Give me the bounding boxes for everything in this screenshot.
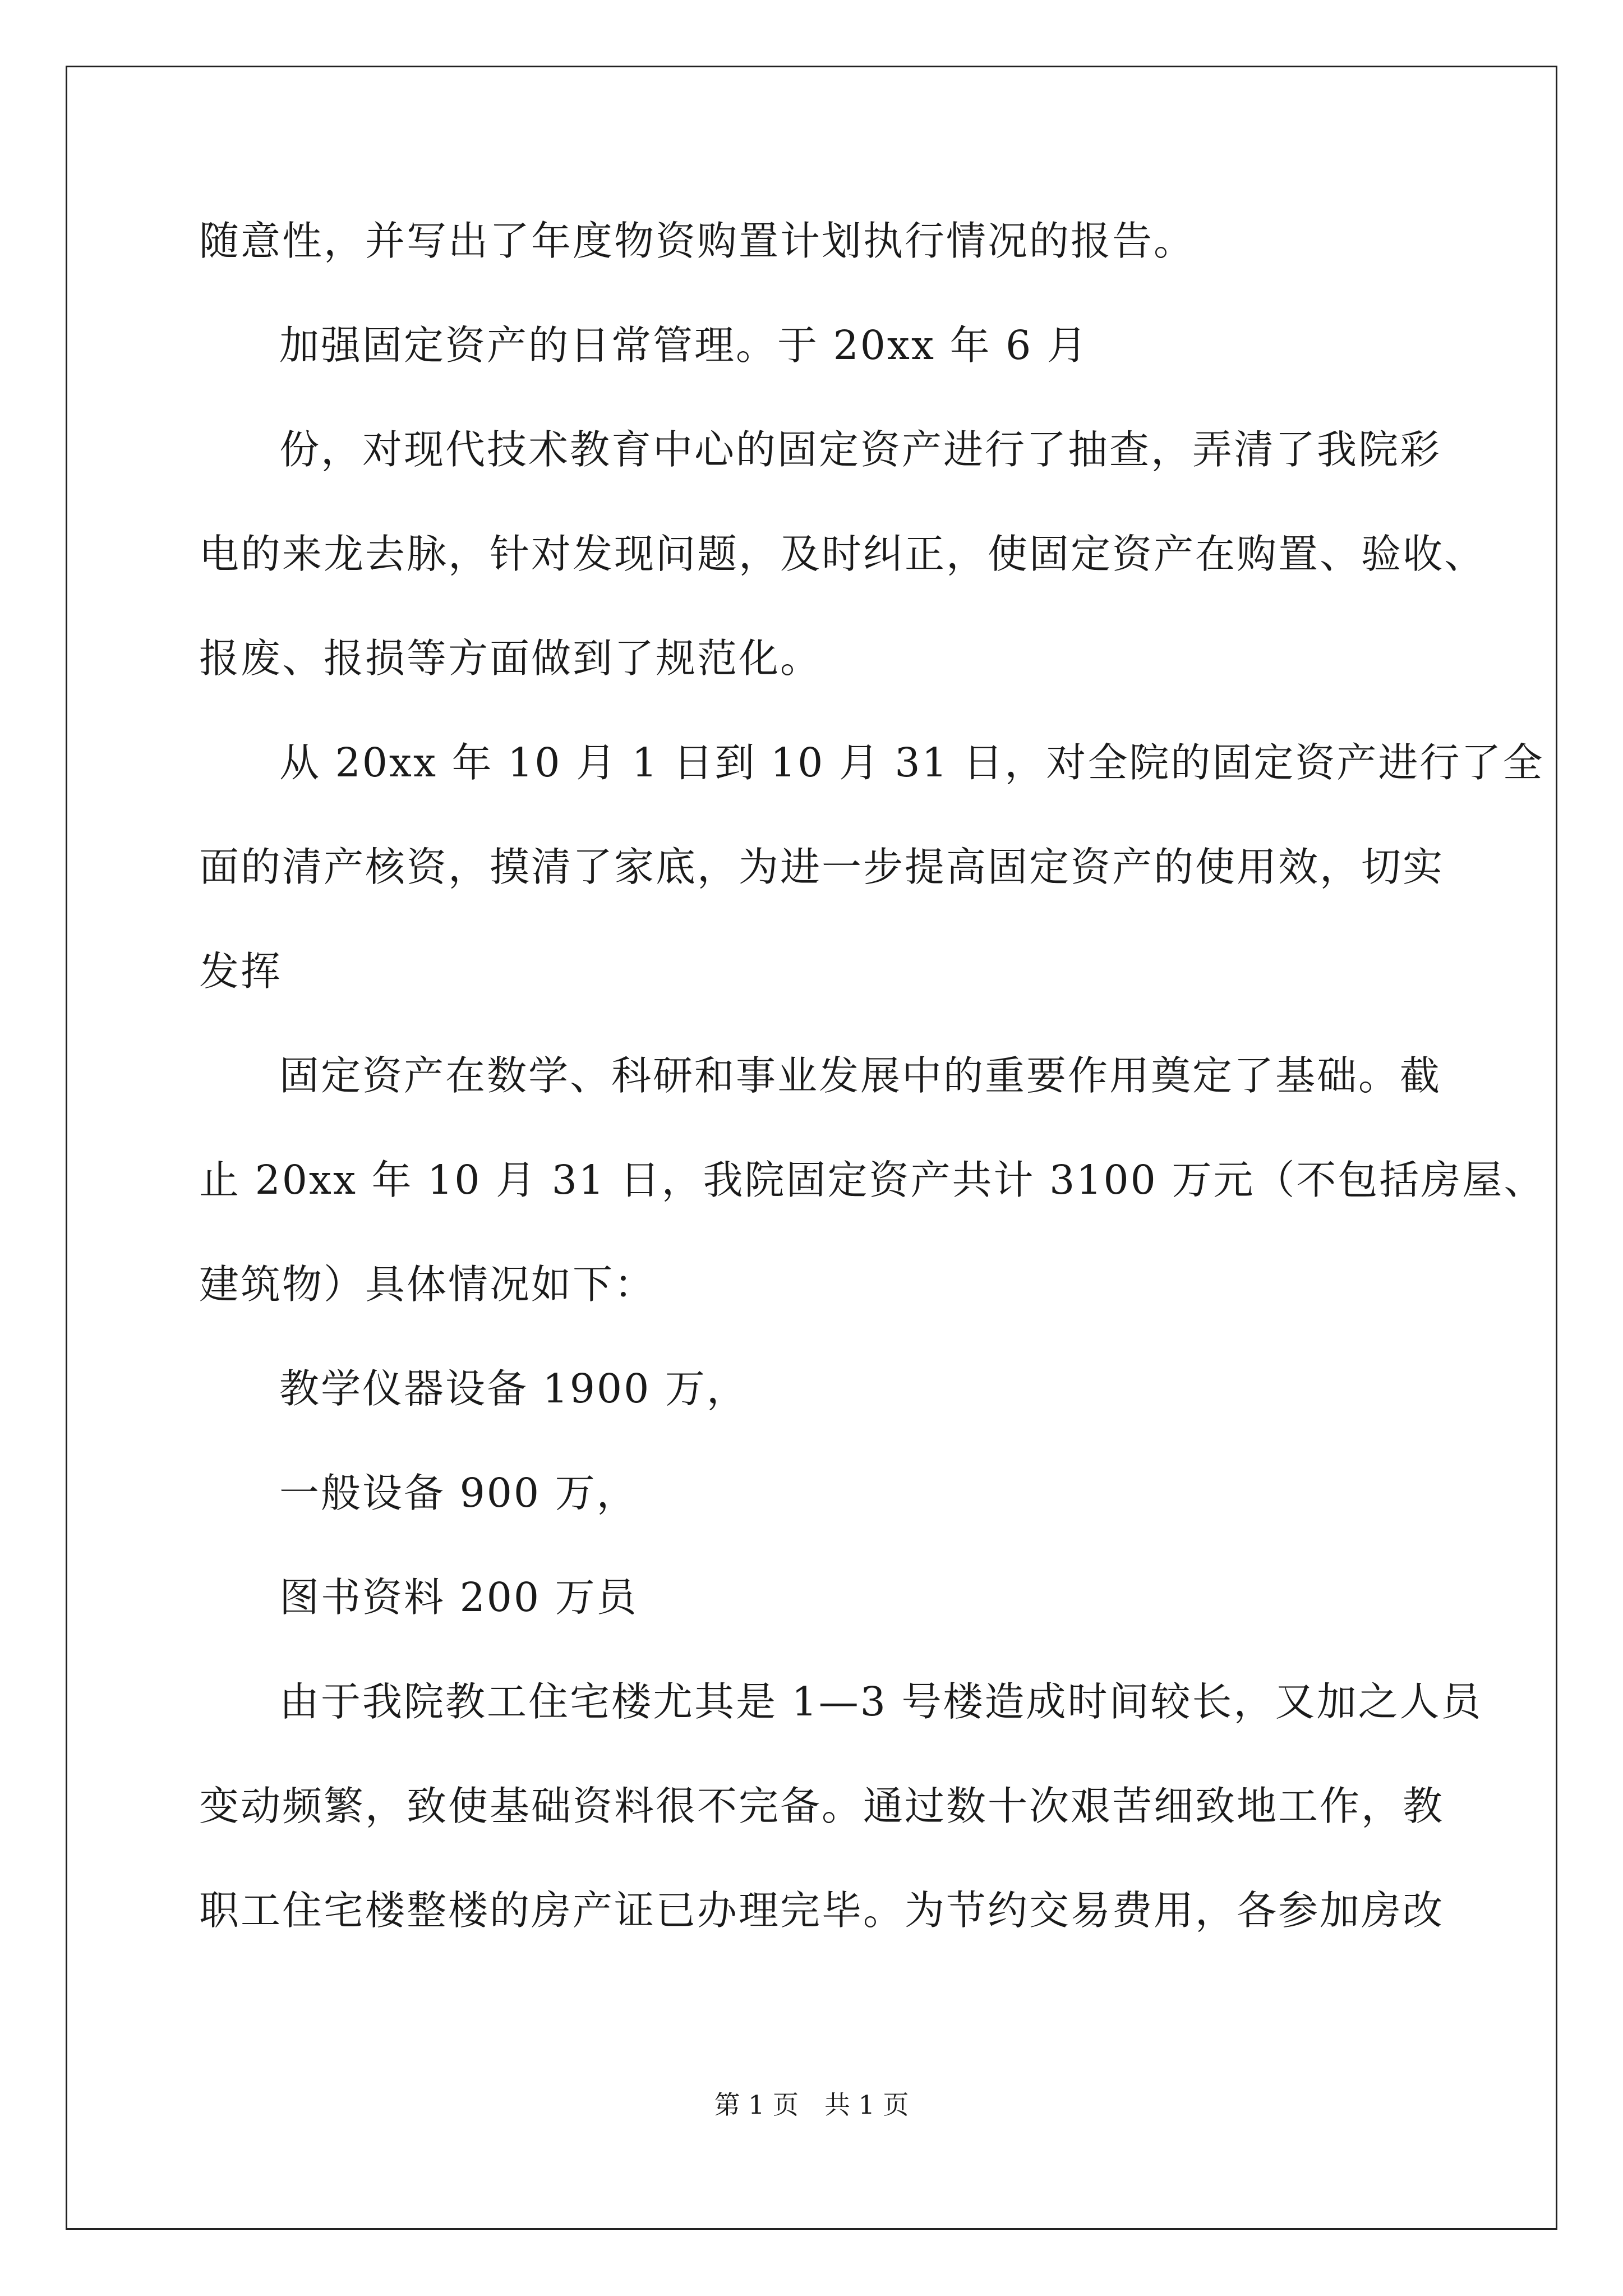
text-line: 发挥 — [199, 948, 283, 995]
text-line: 面的清产核资，摸清了家底，为进一步提高固定资产的使用效，切实 — [199, 844, 1445, 890]
text-line: 报废、报损等方面做到了规范化。 — [199, 635, 822, 682]
text-line: 职工住宅楼整楼的房产证已办理完毕。为节约交易费用，各参加房改 — [199, 1887, 1445, 1934]
text-line: 加强固定资产的日常管理。于 20xx 年 6 月 — [279, 322, 1089, 369]
text-line: 份，对现代技术教育中心的固定资产进行了抽查，弄清了我院彩 — [279, 426, 1442, 473]
text-line: 电的来龙去脉，针对发现问题，及时纠正，使固定资产在购置、验收、 — [199, 531, 1486, 577]
text-line: 变动频繁，致使基础资料很不完备。通过数十次艰苦细致地工作，教 — [199, 1783, 1445, 1829]
text-line: 止 20xx 年 10 月 31 日，我院固定资产共计 3100 万元（不包括房屋、 — [199, 1157, 1546, 1203]
text-line: 固定资产在数学、科研和事业发展中的重要作用奠定了基础。截 — [279, 1052, 1442, 1099]
text-line: 建筑物）具体情况如下： — [199, 1261, 656, 1308]
text-line: 从 20xx 年 10 月 1 日到 10 月 31 日，对全院的固定资产进行了全 — [279, 739, 1544, 786]
text-line: 一般设备 900 万， — [279, 1470, 638, 1516]
document-body — [199, 218, 1546, 1993]
text-line: 由于我院教工住宅楼尤其是 1—3 号楼造成时间较长，又加之人员 — [279, 1678, 1483, 1725]
text-line: 教学仪器设备 1900 万， — [279, 1365, 748, 1412]
page-number-footer: 第 1 页 共 1 页 — [714, 2090, 909, 2120]
text-line: 随意性，并写出了年度物资购置计划执行情况的报告。 — [199, 218, 1196, 264]
text-line: 图书资料 200 万员 — [279, 1574, 638, 1621]
